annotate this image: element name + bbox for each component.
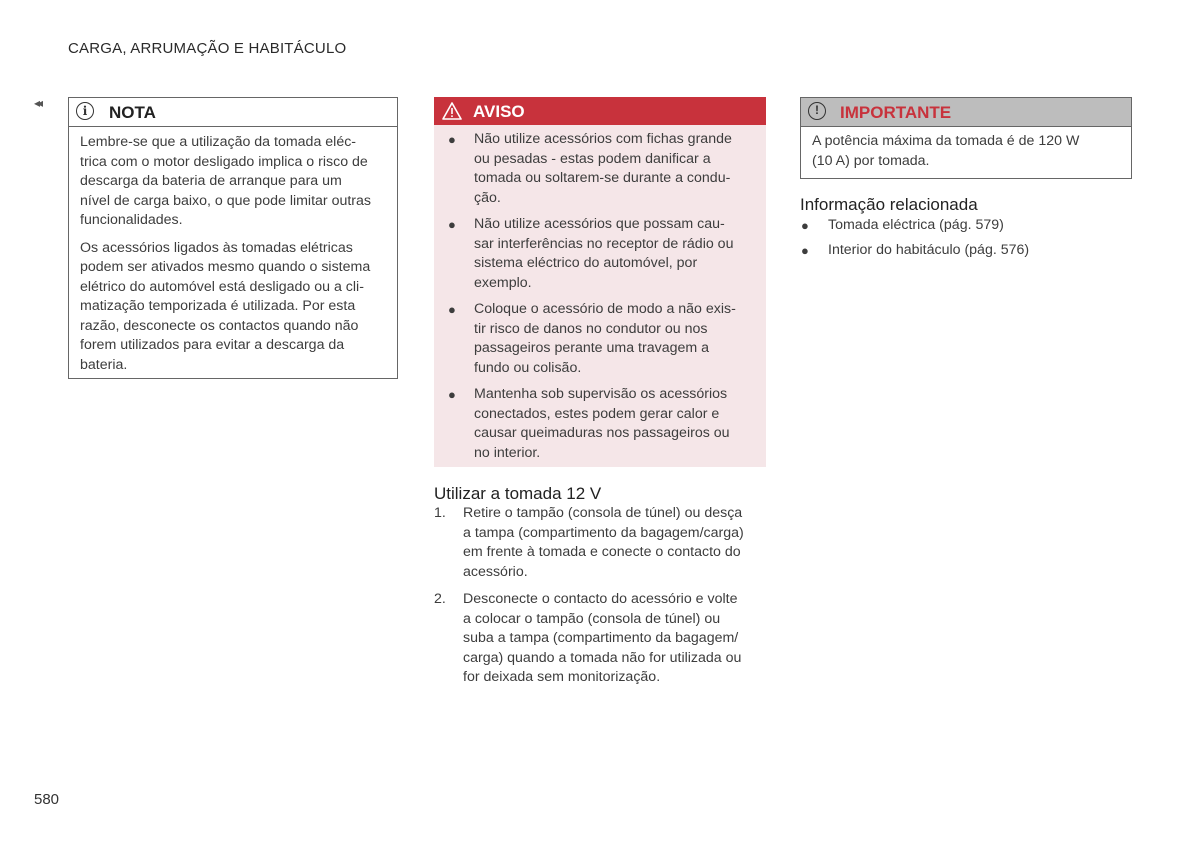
bullet-icon: ●	[448, 217, 456, 232]
info-icon: i	[76, 102, 94, 120]
related-link[interactable]	[800, 241, 1029, 261]
related-link-text[interactable]: Tomada eléctrica (pág. 579)	[828, 217, 1004, 233]
back-arrows-icon[interactable]: ◂◂	[34, 96, 41, 110]
warning-icon	[442, 102, 462, 120]
importante-box	[800, 97, 1132, 179]
list-item	[445, 300, 752, 378]
aviso-item-text: Não utilize acessórios que possam cau- sar interferências no receptor de rádio ou sistema eléctrico do automóvel, por exemplo.	[474, 216, 734, 291]
related-list	[800, 216, 1029, 265]
aviso-header	[434, 97, 766, 125]
nota-header	[69, 98, 397, 127]
bullet-icon: ●	[801, 218, 809, 233]
step-text: Retire o tampão (consola de túnel) ou desça a tampa (compartimento da bagagem/carga) em frente à tomada e conecte o contacto do acessório.	[463, 505, 744, 580]
bullet-icon: ●	[448, 302, 456, 317]
related-title: Informação relacionada	[800, 195, 978, 214]
page-number: 580	[34, 791, 60, 808]
step-item	[434, 590, 769, 688]
aviso-box	[434, 97, 766, 467]
bullet-icon: ●	[801, 242, 809, 258]
exclamation-icon: !	[808, 102, 826, 120]
nota-title: NOTA	[109, 103, 156, 122]
importante-title: IMPORTANTE	[840, 103, 952, 122]
nota-box	[68, 97, 398, 379]
aviso-item-text: Mantenha sob supervisão os acessórios conectados, estes podem gerar calor e causar queimaduras nos passageiros ou no interior.	[474, 386, 730, 461]
importante-text: A potência máxima da tomada é de 120 W (10 A) por tomada.	[812, 133, 1080, 169]
nota-paragraph: Os acessórios ligados às tomadas elétricas podem ser ativados mesmo quando o sistema elétrico do automóvel está desligado ou a cli- matização temporizada é utilizada. Por esta razão, desconecte os contactos quando não forem utilizados para evitar a descarga da bateria.	[80, 239, 371, 373]
utilizar-title: Utilizar a tomada 12 V	[434, 484, 602, 503]
step-number: 2.	[434, 591, 446, 607]
related-link-text[interactable]: Interior do habitáculo (pág. 576)	[828, 241, 1030, 258]
bullet-icon: ●	[448, 387, 456, 402]
bullet-icon: ●	[448, 132, 456, 147]
step-number: 1.	[434, 505, 446, 521]
related-link[interactable]	[800, 216, 1029, 236]
aviso-item-text: Coloque o acessório de modo a não exis- tir risco de danos no condutor ou nos passageiros perante uma travagem a fundo ou colisão.	[474, 301, 736, 376]
aviso-item-text: Não utilize acessórios com fichas grande ou pesadas - estas podem danificar a tomada ou soltarem-se durante a condu- ção.	[474, 131, 732, 206]
nota-paragraph: Lembre-se que a utilização da tomada eléc- trica com o motor desligado implica o risco de descarga da bateria de arranque para um nível de carga baixo, o que pode limitar outras funcionalidades.	[80, 134, 372, 228]
list-item	[445, 215, 752, 293]
aviso-title: AVISO	[473, 102, 525, 121]
step-text: Desconecte o contacto do acessório e volte a colocar o tampão (consola de túnel) ou suba a tampa (compartimento da bagagem/ carga) quando a tomada não for utilizada ou for deixada sem monitorização.	[463, 591, 742, 685]
importante-header	[801, 98, 1131, 127]
page-header: CARGA, ARRUMAÇÃO E HABITÁCULO	[68, 40, 347, 57]
aviso-list	[434, 125, 766, 463]
list-item	[445, 385, 752, 463]
list-item	[445, 130, 752, 208]
nota-body	[69, 127, 397, 375]
steps-list	[434, 504, 769, 696]
step-item	[434, 504, 769, 582]
